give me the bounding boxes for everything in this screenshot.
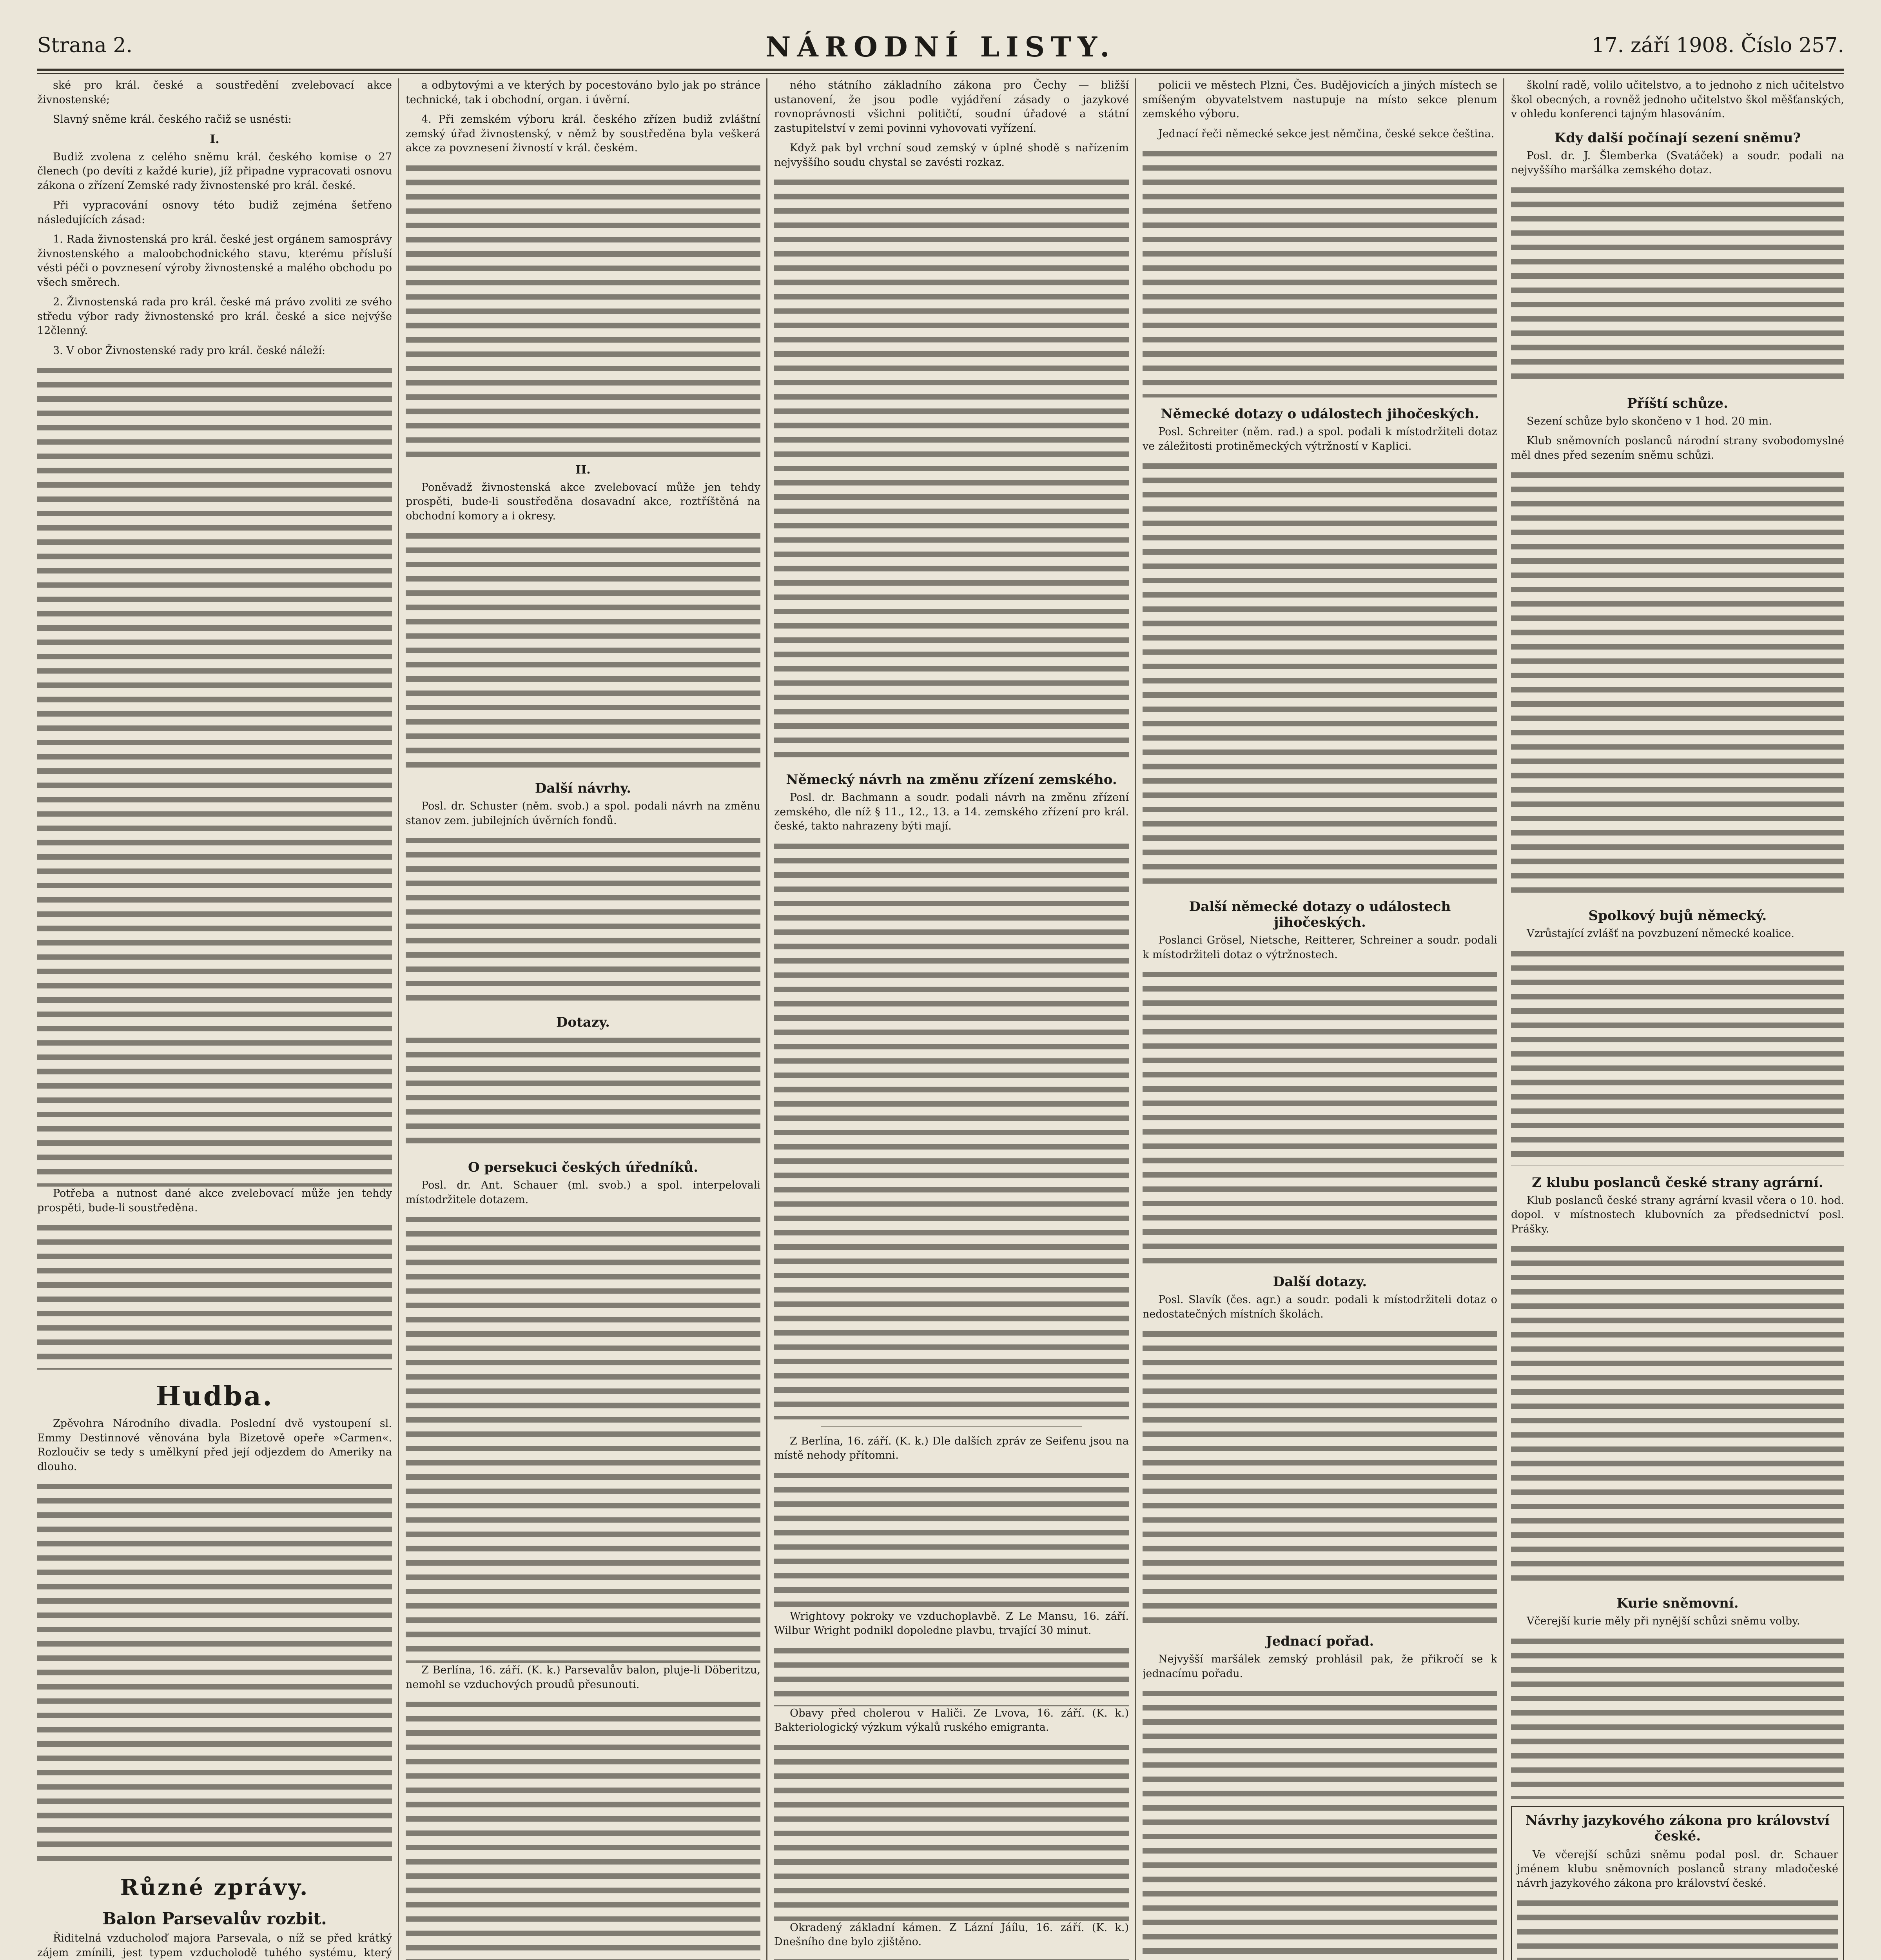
- paragraph: Posl. dr. Schuster (něm. svob.) a spol. podali návrh na změnu stanov zem. jubilejních úvěrních fondů.: [406, 800, 760, 827]
- page-number: Strana 2.: [37, 34, 133, 57]
- column-rule: [1135, 78, 1136, 1960]
- paragraph: Při vypracování osnovy této budiž zejména šetřeno následujících zásad:: [37, 199, 392, 226]
- text-block: [774, 1644, 1129, 1706]
- text-block: [774, 1468, 1129, 1610]
- paragraph: Posl. dr. Ant. Schauer (ml. svob.) a spol. interpelovali místodržitele dotazem.: [406, 1179, 760, 1206]
- paragraph: Vzrůstající zvlášť na povzbuzení německé koalice.: [1527, 927, 1794, 940]
- text-block: [1511, 183, 1844, 387]
- paragraph: 2. Živnostenská rada pro král. české má právo zvoliti ze svého středu výbor rady živnostenské pro král. české a sice nejvýše 12členný.: [37, 296, 392, 337]
- text-block: [774, 1955, 1129, 1960]
- text-block: [37, 1479, 392, 1864]
- section-number: II.: [575, 463, 591, 477]
- column-rule: [1503, 78, 1504, 1960]
- text-block: [37, 1221, 392, 1370]
- boxed-article: [1511, 1806, 1844, 1960]
- paragraph: Poslanci Grösel, Nietsche, Reitterer, Schreiner a soudr. podali k místodržiteli dotaz o výtržnostech.: [1143, 934, 1497, 961]
- header-rule-thin: [37, 73, 1844, 74]
- text-block: [37, 363, 392, 1187]
- paragraph: 4. Při zemském výboru král. českého zřízen budiž zvláštní zemský úřad živnostenský, v němž by soustředěna byla veškerá akce za povznesení živností v král. českém.: [406, 113, 760, 154]
- paragraph: Klub poslanců české strany agrární kvasil včera o 10. hod. dopol. v místnostech klubovních za předsednictví posl. Prášky.: [1511, 1194, 1844, 1235]
- masthead: [37, 31, 1844, 62]
- newspaper-title: NÁRODNÍ LISTY.: [765, 31, 1116, 63]
- article-headline: Další německé dotazy o událostech jihočeských.: [1189, 899, 1451, 930]
- paragraph: Z Berlína, 16. září. (K. k.) Dle dalších zpráv ze Seifenu jsou na místě nehody přítomni.: [774, 1435, 1129, 1461]
- text-block: [1143, 459, 1497, 890]
- header-rule: [37, 69, 1844, 71]
- text-block: [1511, 468, 1844, 899]
- paragraph: Nejvyšší maršálek zemský prohlásil pak, že přikročí se k jednacímu pořadu.: [1143, 1653, 1497, 1680]
- paragraph: Když pak byl vrchní soud zemský v úplné shodě s nařízením nejvyššího soudu chystal se zavésti rozkaz.: [774, 142, 1129, 169]
- text-block: [406, 833, 760, 1006]
- paragraph: Sezení schůze bylo skončeno v 1 hod. 20 min.: [1527, 415, 1772, 427]
- column-rule: [398, 78, 399, 1960]
- paragraph: Obavy před cholerou v Haliči. Ze Lvova, 16. září. (K. k.) Bakteriologický výzkum výkalů ruského emigranta.: [774, 1707, 1129, 1733]
- column-2: [406, 78, 760, 1960]
- text-block: [406, 161, 760, 459]
- text-block: [774, 839, 1129, 1419]
- paragraph: Posl. Schreiter (něm. rad.) a spol. podali k místodržiteli dotaz ve záležitosti protiněmeckých výtržností v Kaplici.: [1143, 426, 1497, 452]
- paragraph: školní radě, volilo učitelstvo, a to jednoho z nich učitelstvo škol obecných, a rovněž jednoho učitelstvo škol měšťanských, v ohledu konferenci tajným hlasováním.: [1511, 79, 1844, 120]
- paragraph: Posl. dr. Bachmann a soudr. podali návrh na změnu zřízení zemského, dle níž § 11., 12., 13. a 14. zemského zřízení pro král. české, takto nahrazeny býti mají.: [774, 791, 1129, 832]
- text-block: [1511, 1242, 1844, 1587]
- text-block: [1143, 1686, 1497, 1960]
- paragraph: Poněvadž živnostenská akce zvelebovací může jen tehdy prospěti, bude-li soustředěna dosavadní akce, roztříštěná na obchodní komory a i okresy.: [406, 481, 760, 522]
- text-block: [1517, 1896, 1838, 1960]
- article-headline: Příští schůze.: [1627, 395, 1729, 411]
- column-3: [774, 78, 1129, 1960]
- text-block: [406, 529, 760, 772]
- paragraph: Zpěvohra Národního divadla. Poslední dvě vystoupení sl. Emmy Destinnové věnována byla Bizetově opeře »Carmen«. Rozloučiv se tedy s umělkyní před její odjezdem do Ameriky na dlouho.: [37, 1417, 392, 1473]
- paragraph: Potřeba a nutnost dané akce zvelebovací může jen tehdy prospěti, bude-li soustředěna.: [37, 1187, 392, 1214]
- paragraph: Ve včerejší schůzi sněmu podal posl. dr. Schauer jménem klubu sněmovních poslanců strany mladočeské návrh jazykového zákona pro království české.: [1517, 1848, 1838, 1889]
- article-separator: [821, 1426, 1082, 1427]
- article-headline: Další návrhy.: [535, 780, 631, 796]
- text-block: [1143, 967, 1497, 1265]
- paragraph: 1. Rada živnostenská pro král. české jest orgánem samosprávy živnostenského a maloobchodnického stavu, kterému přísluší vésti péči o povznesení výroby živnostenské a malého obchodu po všech směrech.: [37, 233, 392, 289]
- paragraph: policii ve městech Plzni, Čes. Budějovicích a jiných místech se smíšeným obyvatelstvem nastupuje na místo sekce plenum zemského výboru.: [1143, 79, 1497, 120]
- article-headline: Německý návrh na změnu zřízení zemského.: [786, 772, 1117, 788]
- article-headline: Spolkový bujů německý.: [1588, 908, 1767, 924]
- paragraph: Budiž zvolena z celého sněmu král. českého komise o 27 členech (po devíti z každé kurie), jíž připadne vypracovati osnovu zákona o zřízení Zemské rady živnostenské pro král. české.: [37, 151, 392, 192]
- article-headline: Další dotazy.: [1273, 1274, 1367, 1290]
- article-headline: O persekuci českých úředníků.: [468, 1160, 698, 1175]
- article-headline: Kurie sněmovní.: [1616, 1595, 1739, 1611]
- article-headline: Jednací pořad.: [1266, 1633, 1374, 1649]
- paragraph: ného státního základního zákona pro Čechy — bližší ustanovení, že jsou podle vyjádření zásady o jazykové rovnoprávnosti všichni političtí, soudní úřadové a státní zastupitelství v zemi povinni vyhovovati vyřízení.: [774, 79, 1129, 134]
- column-5: [1511, 78, 1844, 1960]
- column-rule: [766, 78, 767, 1960]
- text-block: [1143, 147, 1497, 397]
- section-heading: Hudba.: [156, 1381, 274, 1412]
- text-block: [406, 1033, 760, 1151]
- paragraph: Wrightovy pokroky ve vzduchoplavbě. Z Le Mansu, 16. září. Wilbur Wright podnikl dopoledne plavbu, trvající 30 minut.: [774, 1610, 1129, 1637]
- article-headline: Německé dotazy o událostech jihočeských.: [1161, 406, 1479, 422]
- issue-date: 17. září 1908. Číslo 257.: [1591, 34, 1844, 57]
- paragraph: Okradený základní kámen. Z Lázní Jáílu, 16. září. (K. k.) Dnešního dne bylo zjištěno.: [774, 1921, 1129, 1948]
- article-headline: Z klubu poslanců české strany agrární.: [1532, 1174, 1823, 1191]
- paragraph: 3. V obor Živnostenské rady pro král. české náleží:: [53, 344, 326, 357]
- article-headline: Kdy další počínají sezení sněmu?: [1554, 130, 1801, 146]
- paragraph: a odbytovými a ve kterých by pocestováno bylo jak po stránce technické, tak i obchodní, organ. i úvěrní.: [406, 79, 760, 106]
- paragraph: Klub sněmovních poslanců národní strany svobodomyslné měl dnes před sezením sněmu schůzi.: [1511, 435, 1844, 461]
- text-block: [406, 1697, 760, 1960]
- paragraph: Včerejší kurie měly při nynější schůzi sněmu volby.: [1527, 1615, 1800, 1627]
- paragraph: Jednací řeči německé sekce jest němčina, české sekce čeština.: [1158, 127, 1495, 140]
- paragraph: Posl. dr. J. Šlemberka (Svatáček) a soudr. podali na nejvyššího maršálka zemského dotaz.: [1511, 149, 1844, 176]
- text-block: [1511, 1634, 1844, 1799]
- section-number: I.: [210, 132, 219, 146]
- text-block: [774, 1740, 1129, 1921]
- paragraph: Slavný sněme král. českého račiž se usnésti:: [53, 113, 292, 125]
- paragraph: Řiditelná vzducholoď majora Parsevala, o níž se před krátký zájem zmínili, jest typem vzducholodě tuhého systému, který: [37, 1932, 392, 1959]
- column-1: [37, 78, 392, 1960]
- paragraph: ské pro král. české a soustředění zvelebovací akce živnostenské;: [37, 79, 392, 106]
- section-heading: Různé zprávy.: [120, 1875, 309, 1900]
- paragraph: Z Berlína, 16. září. (K. k.) Parsevalův balon, pluje-li Döberitzu, nemohl se vzduchových proudů přesunouti.: [406, 1664, 760, 1691]
- paragraph: Posl. Slavík (čes. agr.) a soudr. podali k místodržiteli dotaz o nedostatečných místních školách.: [1143, 1294, 1497, 1320]
- text-block: [774, 175, 1129, 763]
- text-block: [406, 1212, 760, 1663]
- article-headline: Dotazy.: [556, 1014, 610, 1030]
- text-block: [1143, 1327, 1497, 1625]
- column-4: [1143, 78, 1497, 1960]
- text-block: [1511, 947, 1844, 1166]
- article-headline: Balon Parsevalův rozbit.: [102, 1909, 327, 1928]
- article-headline: Návrhy jazykového zákona pro království české.: [1525, 1812, 1830, 1844]
